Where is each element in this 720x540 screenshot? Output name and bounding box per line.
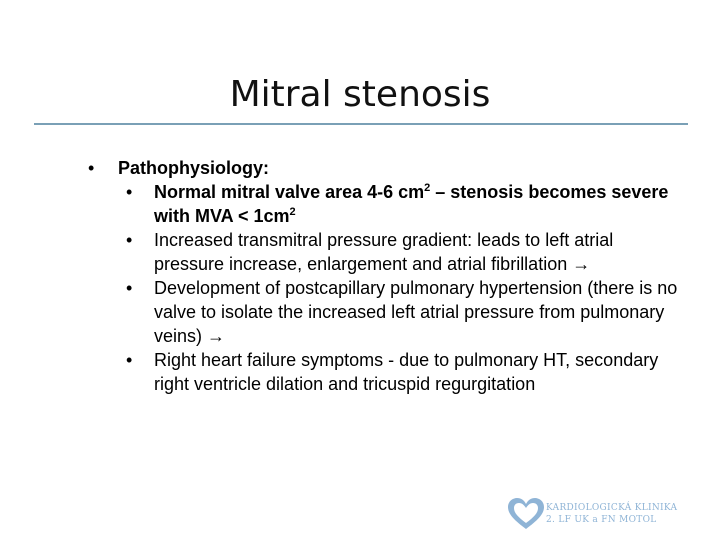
title-divider bbox=[34, 123, 688, 125]
bullet-pathophysiology bbox=[88, 156, 688, 180]
sub-bullet-pulmonary-hypertension bbox=[118, 276, 688, 348]
slide-title: Mitral stenosis bbox=[229, 74, 491, 115]
bullet-marker: • bbox=[88, 158, 95, 178]
pulmonary-hypertension-text: Development of postcapillary pulmonary hypertension (there is no valve to isolate the increased left atrial pressure from pulmonary veins) → bbox=[154, 278, 678, 346]
bullet-marker: • bbox=[126, 230, 133, 250]
gradient-text: Increased transmitral pressure gradient: leads to left atrial pressure increase, enlargement and atrial fibrillation → bbox=[154, 230, 614, 274]
right-heart-failure-text: Right heart failure symptoms - due to pulmonary HT, secondary right ventricle dilation and tricuspid regurgitation bbox=[154, 350, 659, 394]
bullet-marker: • bbox=[126, 350, 133, 370]
heart-icon bbox=[508, 498, 544, 529]
bullet-heading: Pathophysiology: bbox=[118, 158, 270, 178]
slide-body bbox=[88, 156, 688, 396]
bullet-marker: • bbox=[126, 278, 133, 298]
clinic-logo-text bbox=[546, 502, 677, 526]
valve-area-text-b: – stenosis becomes severe with MVA < 1cm bbox=[154, 182, 669, 226]
sub-bullet-valve-area bbox=[118, 180, 688, 228]
bullet-marker: • bbox=[126, 182, 133, 202]
sub-bullet-right-heart-failure bbox=[118, 348, 688, 396]
sub-bullet-list bbox=[88, 180, 688, 396]
valve-area-sup-b: 2 bbox=[289, 206, 296, 218]
clinic-logo-line1: KARDIOLOGICKÁ KLINIKA bbox=[546, 503, 678, 513]
valve-area-sup-a: 2 bbox=[424, 182, 431, 194]
clinic-logo-line2: 2. LF UK a FN MOTOL bbox=[546, 515, 657, 525]
sub-bullet-gradient bbox=[118, 228, 688, 276]
valve-area-text-a: Normal mitral valve area 4-6 cm bbox=[154, 182, 425, 202]
